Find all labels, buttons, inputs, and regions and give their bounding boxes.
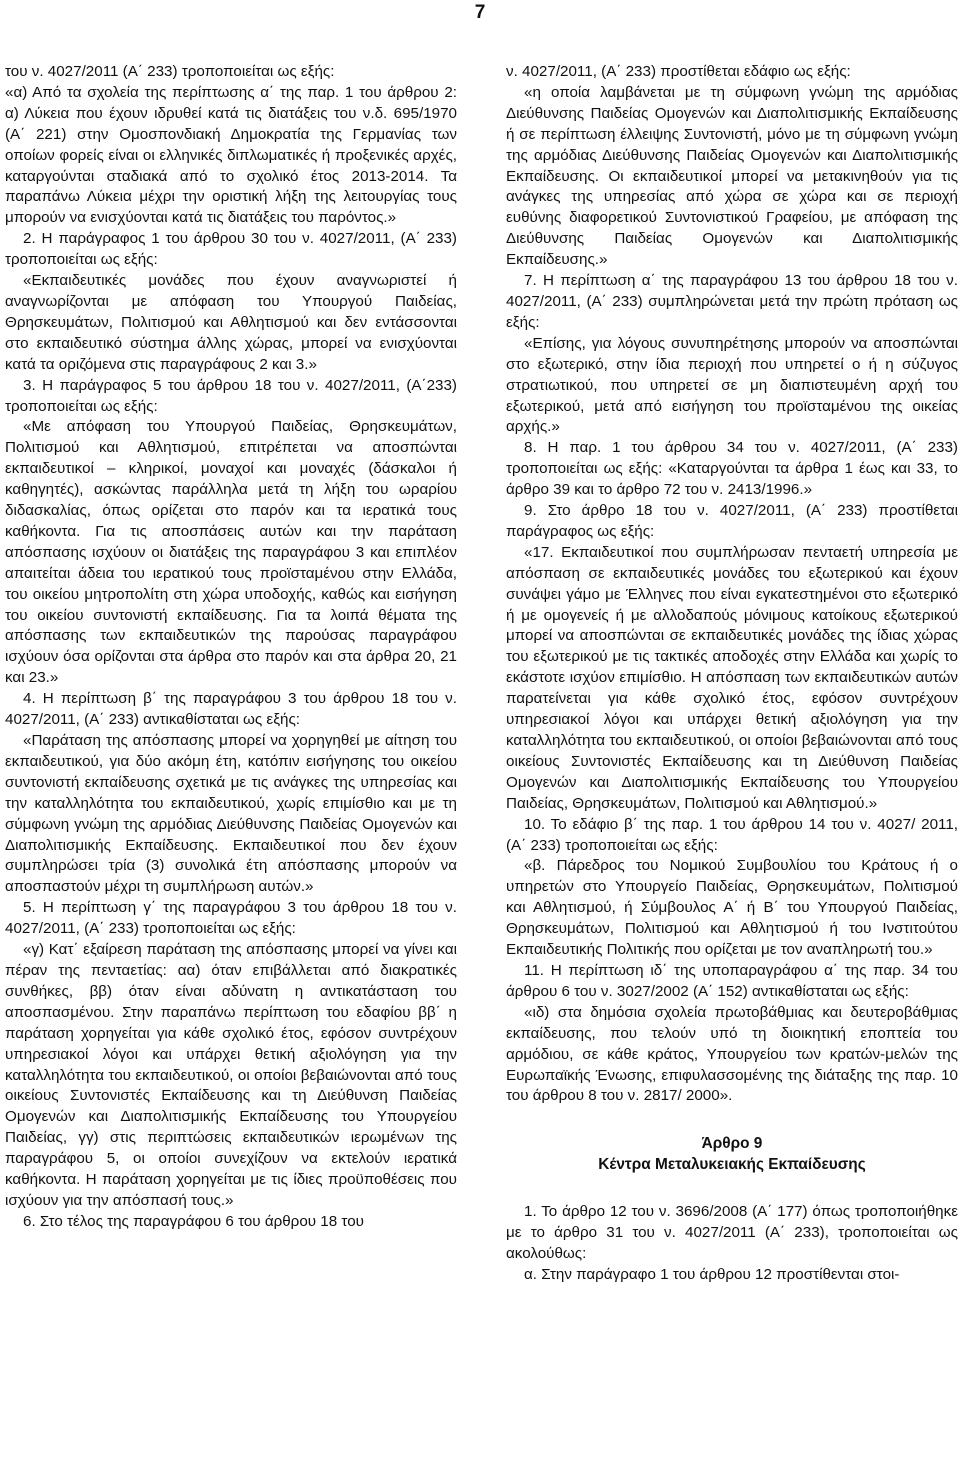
paragraph: ν. 4027/2011, (Α΄ 233) προστίθεται εδάφιο ως εξής: xyxy=(506,63,851,80)
paragraph: «η οποία λαμβάνεται με τη σύμφωνη γνώμη της αρμόδιας Διεύθυνσης Παιδείας Ομογενών και Διαπολιτισμικής Εκπαίδευσης ή σε περίπτωση έλλειψης Συντονιστή, μόνο με τη σύμφωνη γνώμη της αρμόδιας Διεύθυνσης Παιδείας Ομογενών και Διαπολιτισμικής Εκπαίδευσης. Οι εκπαιδευτικοί μπορεί να μετακινηθούν για τις ανάγκες της υπηρεσίας από χώρα σε χώρα και σε περιοχή ευθύνης διαφορετικού Συντονιστικού Γραφείου, με απόφαση της Διεύθυνσης Παιδείας Ομογενών και Διαπολιτισμικής Εκπαίδευσης.» xyxy=(506,83,958,269)
paragraph: 8. Η παρ. 1 του άρθρου 34 του ν. 4027/2011, (Α΄ 233) τροποποιείται ως εξής: «Καταργούνται τα άρθρα 1 έως και 33, το άρθρο 39 και το άρθρο 72 του ν. 2413/1996.» xyxy=(506,439,958,499)
paragraph: του ν. 4027/2011 (Α΄ 233) τροποποιείται ως εξής: xyxy=(5,63,335,80)
left-column xyxy=(5,62,457,1233)
paragraph: «β. Πάρεδρος του Νομικού Συμβουλίου του Κράτους ή ο υπηρετών στο Υπουργείο Παιδείας, Θρησκευμάτων, Πολιτισμού και Αθλητισμού, ή Σύμβουλος Α΄ ή Β΄ του Υπουργού Παιδείας, Θρησκευμάτων, Πολιτισμού και Αθλητισμού ή του Ινστιτούτου Εκπαιδευτικής Πολιτικής που ορίζεται με τον αναπληρωτή του.» xyxy=(506,857,958,959)
paragraph: 1. Το άρθρο 12 του ν. 3696/2008 (Α΄ 177) όπως τροποποιήθηκε με το άρθρο 31 του ν. 4027/2011 (Α΄ 233), τροποποιείται ως ακολούθως: xyxy=(506,1203,958,1262)
paragraph: 9. Στο άρθρο 18 του ν. 4027/2011, (Α΄ 233) προστίθεται παράγραφος ως εξής: xyxy=(506,502,958,540)
paragraph: «Εκπαιδευτικές μονάδες που έχουν αναγνωριστεί ή αναγνωρίζονται με απόφαση του Υπουργού Παιδείας, Θρησκευμάτων, Πολιτισμού και Αθλητισμού και δεν εντάσσονται στο εκπαιδευτικό σύστημα άλλης χώρας, μπορεί να ενισχύονται κατά τα οριζόμενα στις παραγράφους 2 και 3.» xyxy=(5,272,457,373)
paragraph: 3. Η παράγραφος 5 του άρθρου 18 του ν. 4027/2011, (Α΄233) τροποποιείται ως εξής: xyxy=(5,376,457,415)
paragraph: 6. Στο τέλος της παραγράφου 6 του άρθρου 18 του xyxy=(23,1212,364,1230)
paragraph: 2. Η παράγραφος 1 του άρθρου 30 του ν. 4027/2011, (Α΄ 233) τροποποιείται ως εξής: xyxy=(5,230,457,269)
article-number: Άρθρο 9 xyxy=(701,1135,763,1153)
paragraph: α. Στην παράγραφο 1 του άρθρου 12 προστίθενται στοι- xyxy=(524,1265,900,1283)
paragraph: «Με απόφαση του Υπουργού Παιδείας, Θρησκευμάτων, Πολιτισμού και Αθλητισμού, επιτρέπεται να αποσπώνται εκπαιδευτικοί – κληρικοί, μοναχοί και μοναχές (δάσκαλοι ή καθηγητές), ασκώντας παράλληλα μετά τη λήξη του ωραρίου διδασκαλίας, όπως ορίζεται στο παρόν και τα ιερατικά τους καθήκοντα. Για τις αποσπάσεις αυτών και την παράταση απόσπασης ισχύουν οι διατάξεις της παραγράφου 3 και επιπλέον απαιτείται άδεια του ιερατικού τους προϊσταμένου στην Ελλάδα, του οικείου μητροπολίτη στη χώρα υποδοχής, καθώς και εισήγηση του οικείου συντονιστή εκπαίδευσης. Για τα λοιπά θέματα της απόσπασης των εκπαιδευτικών της παρούσας παραγράφου ισχύουν όσα ορίζονται στα άρθρα στο παρόν και στα άρθρα 20, 21 και 23.» xyxy=(5,418,457,687)
paragraph: 5. Η περίπτωση γ΄ της παραγράφου 3 του άρθρου 18 του ν. 4027/2011, (Α΄ 233) τροποποιείται ως εξής: xyxy=(5,899,457,938)
paragraph: 7. Η περίπτωση α΄ της παραγράφου 13 του άρθρου 18 του ν. 4027/2011, (Α΄ 233) συμπληρώνεται μετά την πρώτη πρόταση ως εξής: xyxy=(506,272,958,331)
right-column xyxy=(506,62,958,1286)
page-number: 7 xyxy=(474,2,486,23)
paragraph: «α) Από τα σχολεία της περίπτωσης α΄ της παρ. 1 του άρθρου 2: α) Λύκεια που έχουν ιδρυθεί κατά τις διατάξεις του ν.δ. 695/1970 (Α΄ 221) στην Ομοσπονδιακή Δημοκρατία της Γερμανίας των οποίων φορείς είναι οι ελληνικές διπλωματικές ή προξενικές αρχές, καταργούνται σταδιακά από το σχολικό έτος 2013-2014. Τα παραπάνω Λύκεια μέχρι την οριστική λήξη της λειτουργίας τους μπορούν να ενισχύονται κατά τις διατάξεις του παρόντος.» xyxy=(5,83,457,227)
paragraph: 4. Η περίπτωση β΄ της παραγράφου 3 του άρθρου 18 του ν. 4027/2011, (Α΄ 233) αντικαθίσταται ως εξής: xyxy=(5,690,457,729)
article-title: Κέντρα Μεταλυκειακής Εκπαίδευσης xyxy=(598,1156,866,1174)
paragraph: «17. Εκπαιδευτικοί που συμπλήρωσαν πενταετή υπηρεσία με απόσπαση σε εκπαιδευτικές μονάδες του εξωτερικού και έχουν συνάψει γάμο με Έλληνες που είναι εγκατεστημένοι στο εξωτερικό ή με ομογενείς ή με αλλοδαπούς μόνιμους κατοίκους εξωτερικού μπορεί να αποσπώνται σε εκπαιδευτικές μονάδες της ίδιας χώρας του εξωτερικού με τις τακτικές αποδοχές στην Ελλάδα και χωρίς το εκάστοτε ισχύον επιμίσθιο. Η απόσπαση των εκπαιδευτικών αυτών παρατείνεται για κάθε σχολικό έτος, εφόσον συντρέχουν υπηρεσιακοί λόγοι και υπάρχει θετική αξιολόγηση για την καταλληλότητα του εκπαιδευτικού, οι οποίοι βεβαιώνονται από τους οικείους Συντονιστές Εκπαίδευσης και τη Διεύθυνση Παιδείας Ομογενών και Διαπολιτισμικής Εκπαίδευσης του Υπουργείου Παιδείας, Θρησκευμάτων, Πολιτισμού και Αθλητισμού.» xyxy=(506,543,958,812)
paragraph: «ιδ) στα δημόσια σχολεία πρωτοβάθμιας και δευτεροβάθμιας εκπαίδευσης, που τελούν υπό τη διοικητική εποπτεία του αρμόδιου, σε κάθε κράτος, Υπουργείου των κρατών-μελών της Ευρωπαϊκής Ένωσης, επιφυλασσομένης της διάταξης της παρ. 10 του άρθρου 8 του ν. 2817/ 2000». xyxy=(506,1003,958,1105)
paragraph: 10. Το εδάφιο β΄ της παρ. 1 του άρθρου 14 του ν. 4027/ 2011, (Α΄ 233) τροποποιείται ως εξής: xyxy=(506,815,958,854)
paragraph: 11. Η περίπτωση ιδ΄ της υποπαραγράφου α΄ της παρ. 34 του άρθρου 6 του ν. 3027/2002 (Α΄ 152) αντικαθίσταται ως εξής: xyxy=(506,961,958,1000)
paragraph: «Παράταση της απόσπασης μπορεί να χορηγηθεί με αίτηση του εκπαιδευτικού, για δύο ακόμη έτη, κατόπιν εισήγησης του οικείου συντονιστή εκπαίδευσης σχετικά με τις ανάγκες της υπηρεσίας και την καταλληλότητα του εκπαιδευτικού, χωρίς επιμίσθιο και με τη σύμφωνη γνώμη της αρμόδιας Διεύθυνσης Παιδείας Ομογενών και Διαπολιτισμικής Εκπαίδευσης. Εκπαιδευτικοί που δεν έχουν συμπληρώσει τρία (3) συνολικά έτη απόσπασης μπορούν να αποσπαστούν μέχρι τη συμπλήρωση αυτών.» xyxy=(5,732,457,896)
paragraph: «Επίσης, για λόγους συνυπηρέτησης μπορούν να αποσπώνται στο εξωτερικό, στην ίδια περιοχή που υπηρετεί ο ή η σύζυγος στρατιωτικού, που υπηρετεί σε μη διαπιστευμένη αρχή του εξωτερικού, μετά από εισήγηση του προϊσταμένου της οικείας αρχής.» xyxy=(506,334,958,436)
paragraph: «γ) Κατ΄ εξαίρεση παράταση της απόσπασης μπορεί να γίνει και πέραν της πενταετίας: αα) όταν επιβάλλεται από διακρατικές συνθήκες, ββ) όταν είναι αδύνατη η αντικατάσταση του αποσπασμένου. Στην παραπάνω περίπτωση του εδαφίου ββ΄ η παράταση χορηγείται για κάθε σχολικό έτος, εφόσον συντρέχουν υπηρεσιακοί λόγοι και υπάρχει θετική αξιολόγηση για την καταλληλότητα του εκπαιδευτικού, οι οποίοι βεβαιώνονται από τους οικείους Συντονιστές Εκπαίδευσης και τη Διεύθυνση Παιδείας Ομογενών και Διαπολιτισμικής Εκπαίδευσης του Υπουργείου Παιδείας, γγ) στις περιπτώσεις εκπαιδευτικών ιερωμένων της παραγράφου 5, οι οποίοι συνεχίζουν να εκτελούν ιερατικά καθήκοντα. Η παράταση χορηγείται με τις ίδιες προϋποθέσεις που ισχύουν για την απόσπασή τους.» xyxy=(5,941,457,1209)
